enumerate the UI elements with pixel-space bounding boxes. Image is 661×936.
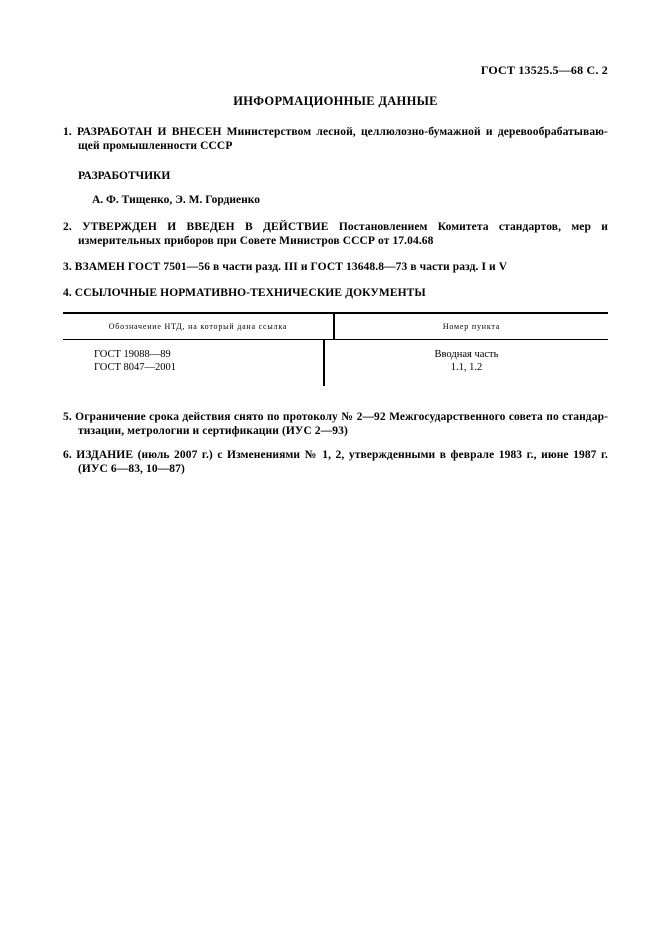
item-line: 2. УТВЕРЖДЕН И ВВЕДЕН В ДЕЙСТВИЕ Постановлением Комитета стандартов, мер и	[63, 221, 608, 233]
table-header-punkt: Номер пункта	[442, 322, 501, 331]
references-table	[63, 312, 608, 386]
list-item-6	[63, 448, 608, 476]
page-content	[63, 0, 608, 476]
table-cell-punkt-2: 1.1, 1.2	[450, 362, 483, 373]
table-cell-punkt-1: Вводная часть	[434, 349, 499, 360]
document-title: ИНФОРМАЦИОННЫЕ ДАННЫЕ	[233, 94, 438, 108]
table-column-ntd	[63, 340, 325, 386]
table-header-ntd: Обозначение НТД, на который дана ссылка	[63, 314, 335, 339]
list-item-3	[63, 260, 608, 274]
list-item-1	[63, 125, 608, 153]
references-table-header-row	[63, 314, 608, 340]
list-item-2	[63, 220, 608, 248]
item-line: 3. ВЗАМЕН ГОСТ 7501—56 в части разд. III и ГОСТ 13648.8—73 в части разд. I и V	[63, 261, 508, 273]
list-item-5	[63, 410, 608, 438]
item-line: 5. Ограничение срока действия снято по протоколу № 2—92 Межгосударственного совета по стандар-	[63, 411, 608, 423]
page-header-gost-ref: ГОСТ 13525.5—68 С. 2	[480, 63, 608, 77]
list-item-4	[63, 286, 608, 300]
table-column-punkt	[325, 340, 608, 386]
references-table-body	[63, 340, 608, 386]
developers-heading: РАЗРАБОТЧИКИ	[78, 170, 171, 182]
item-line: щей промышленности СССР	[78, 140, 233, 152]
item-line: (ИУС 6—83, 10—87)	[78, 463, 185, 475]
table-cell-ntd-2: ГОСТ 8047—2001	[94, 362, 177, 373]
item-line: измерительных приборов при Совете Министров СССР от 17.04.68	[78, 235, 434, 247]
item-line: 6. ИЗДАНИЕ (июль 2007 г.) с Изменениями № 1, 2, утвержденными в феврале 1983 г., июне 1987 г.	[63, 449, 608, 461]
developers-names: А. Ф. Тищенко, Э. М. Гордиенко	[92, 194, 260, 206]
table-cell-ntd-1: ГОСТ 19088—89	[94, 349, 171, 360]
item-line: тизации, метрологии и сертификации (ИУС 2—93)	[78, 425, 348, 437]
item-line: 1. РАЗРАБОТАН И ВНЕСЕН Министерством лесной, целлюлозно-бумажной и деревообрабатываю-	[63, 126, 608, 138]
item-line: 4. ССЫЛОЧНЫЕ НОРМАТИВНО-ТЕХНИЧЕСКИЕ ДОКУМЕНТЫ	[63, 287, 426, 299]
